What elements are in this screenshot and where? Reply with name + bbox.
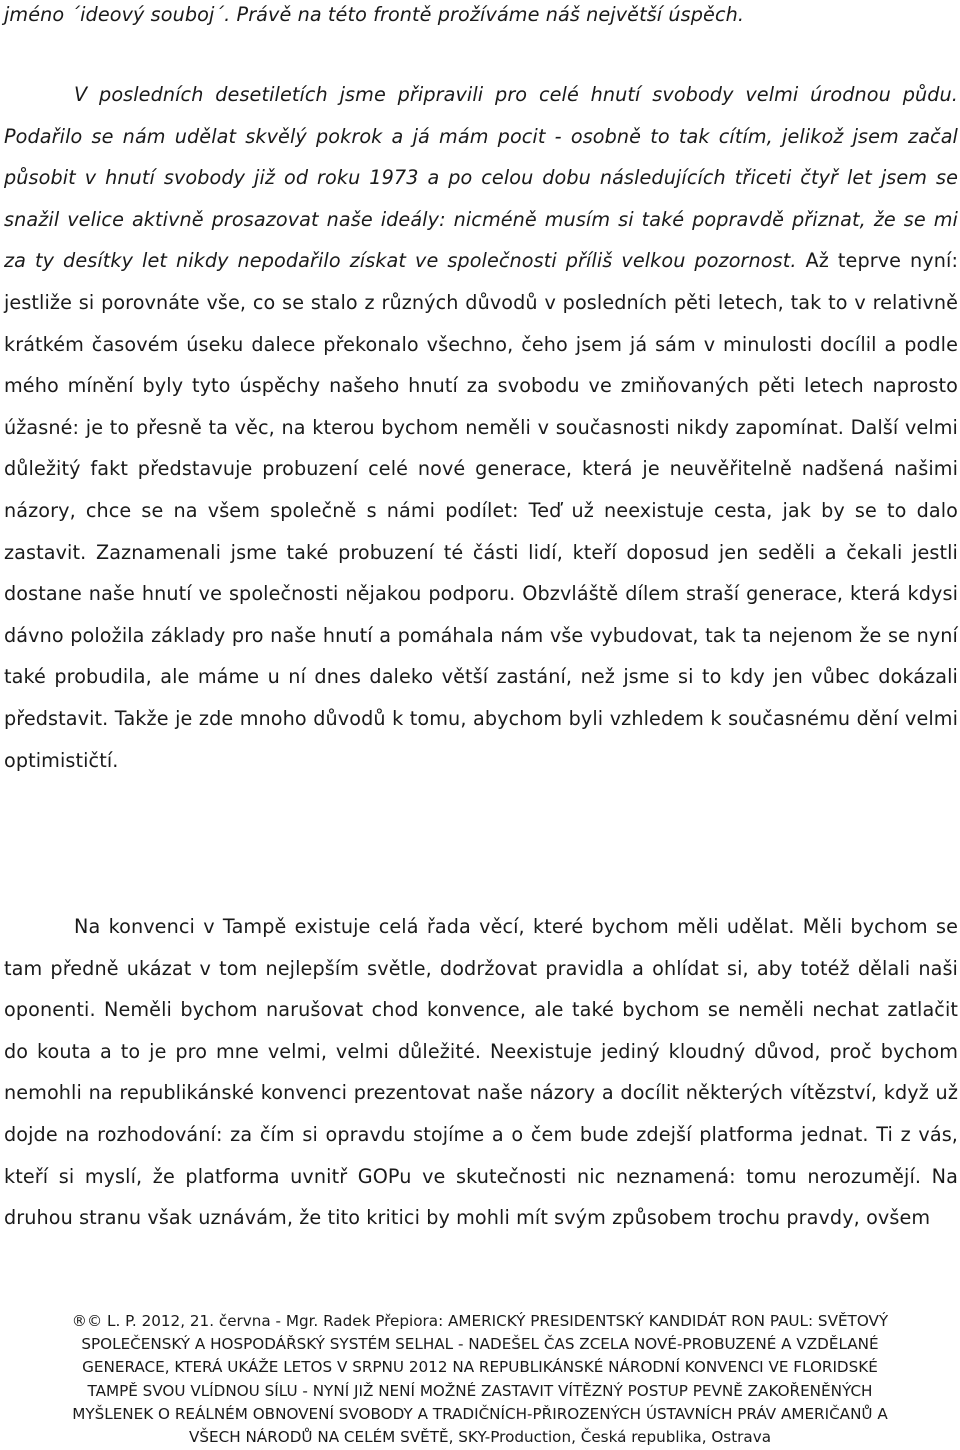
footer-line: GENERACE, KTERÁ UKÁŽE LETOS V SRPNU 2012 NA REPUBLIKÁNSKÉ NÁRODNÍ KONVENCI VE FLORIDSKÉ xyxy=(82,1358,878,1377)
footer-line: SPOLEČENSKÝ A HOSPODÁŘSKÝ SYSTÉM SELHAL - NADEŠEL ČAS ZCELA NOVÉ-PROBUZENÉ A VZDĚLANÉ xyxy=(81,1335,879,1354)
footer-line: TAMPĚ SVOU VLÍDNOU SÍLU - NYNÍ JIŽ NENÍ MOŽNÉ ZASTAVIT VÍTĚZNÝ POSTUP PEVNĚ ZAKOŘENĚNÝCH xyxy=(87,1381,873,1400)
page-footer xyxy=(0,1310,960,1449)
document-body xyxy=(4,0,958,36)
document-body-2 xyxy=(4,74,958,781)
paragraph-2-regular-text: Až teprve nyní: jestliže si porovnáte vše, co se stalo z různých důvodů v posledních pěti letech, tak to v relativně krátkém časovém úseku dalece překonalo všechno, čeho jsem já sám v minulosti docílil a podle mého mínění byly tyto úspěchy našeho hnutí za svobodu ve zmiňovaných pěti letech naprosto úžasné: je to přesně ta věc, na kterou bychom neměli v současnosti nikdy zapomínat. Další velmi důležitý fakt představuje probuzení celé nové generace, která je neuvěřitelně nadšená našimi názory, chce se na všem společně s námi podílet: Teď už neexistuje cesta, jak by se to dalo zastavit. Zaznamenali jsme také probuzení té části lidí, kteří doposud jen seděli a čekali jestli dostane naše hnutí ve společnosti nějakou podporu. Obzvláště dílem straší generace, která kdysi dávno položila základy pro naše hnutí a pomáhala nám vše vybudovat, tak ta nejenom že se nyní také probudila, ale máme u ní dnes daleko větší zastání, než jsme si to kdy jen vůbec dokázali představit. Takže je zde mnoho důvodů k tomu, abychom byli vzhledem k současnému dění velmi optimističtí. xyxy=(4,249,959,772)
footer-line: MYŠLENEK O REÁLNÉM OBNOVENÍ SVOBODY A TRADIČNÍCH-PŘIROZENÝCH ÚSTAVNÍCH PRÁV AMERIČANŮ A xyxy=(72,1404,888,1423)
paragraph-1 xyxy=(4,0,958,36)
footer-line: ®© L. P. 2012, 21. června - Mgr. Radek Přepiora: AMERICKÝ PRESIDENTSKÝ KANDIDÁT RON PAUL: SVĚTOVÝ xyxy=(71,1312,889,1330)
paragraph-3-text: Na konvenci v Tampě existuje celá řada věcí, které bychom měli udělat. Měli bychom se tam předně ukázat v tom nejlepším světle, dodržovat pravidla a ohlídat si, aby totéž dělali naši oponenti. Neměli bychom narušovat chod konvence, ale také bychom se neměli nechat zatlačit do kouta a to je pro mne velmi, velmi důležité. Neexistuje jediný kloudný důvod, proč bychom nemohli na republikánské konvenci prezentovat naše názory a docílit některých vítězství, když už dojde na rozhodování: za čím si opravdu stojíme a o čem bude zdejší platforma jednat. Ti z vás, kteří si myslí, že platforma uvnitř GOPu ve skutečnosti nic neznamená: tomu nerozumějí. Na druhou stranu však uznávám, že tito kritici by mohli mít svým způsobem trochu pravdy, ovšem xyxy=(4,915,958,1230)
paragraph-1-italic-text: jméno ´ideový souboj´. Právě na této frontě prožíváme náš největší úspěch. xyxy=(4,3,745,26)
footer-line: VŠECH NÁRODŮ NA CELÉM SVĚTĚ, SKY-Production, Česká republika, Ostrava xyxy=(188,1428,772,1447)
paragraph-3 xyxy=(4,906,958,1239)
document-body-3 xyxy=(4,906,958,1239)
paragraph-2-italic-text: V posledních desetiletích jsme připravili pro celé hnutí svobody velmi úrodnou půdu. Podařilo se nám udělat skvělý pokrok a já mám pocit - osobně to tak cítím, jelikož jsem začal působit v hnutí svobody již od roku 1973 a po celou dobu následujících třiceti čtyř let jsem se snažil velice aktivně prosazovat naše ideály: nicméně musím si také popravdě přiznat, že se mi za ty desítky let nikdy nepodařilo získat ve společnosti příliš velkou pozornost. xyxy=(4,83,958,273)
paragraph-2 xyxy=(4,74,958,781)
